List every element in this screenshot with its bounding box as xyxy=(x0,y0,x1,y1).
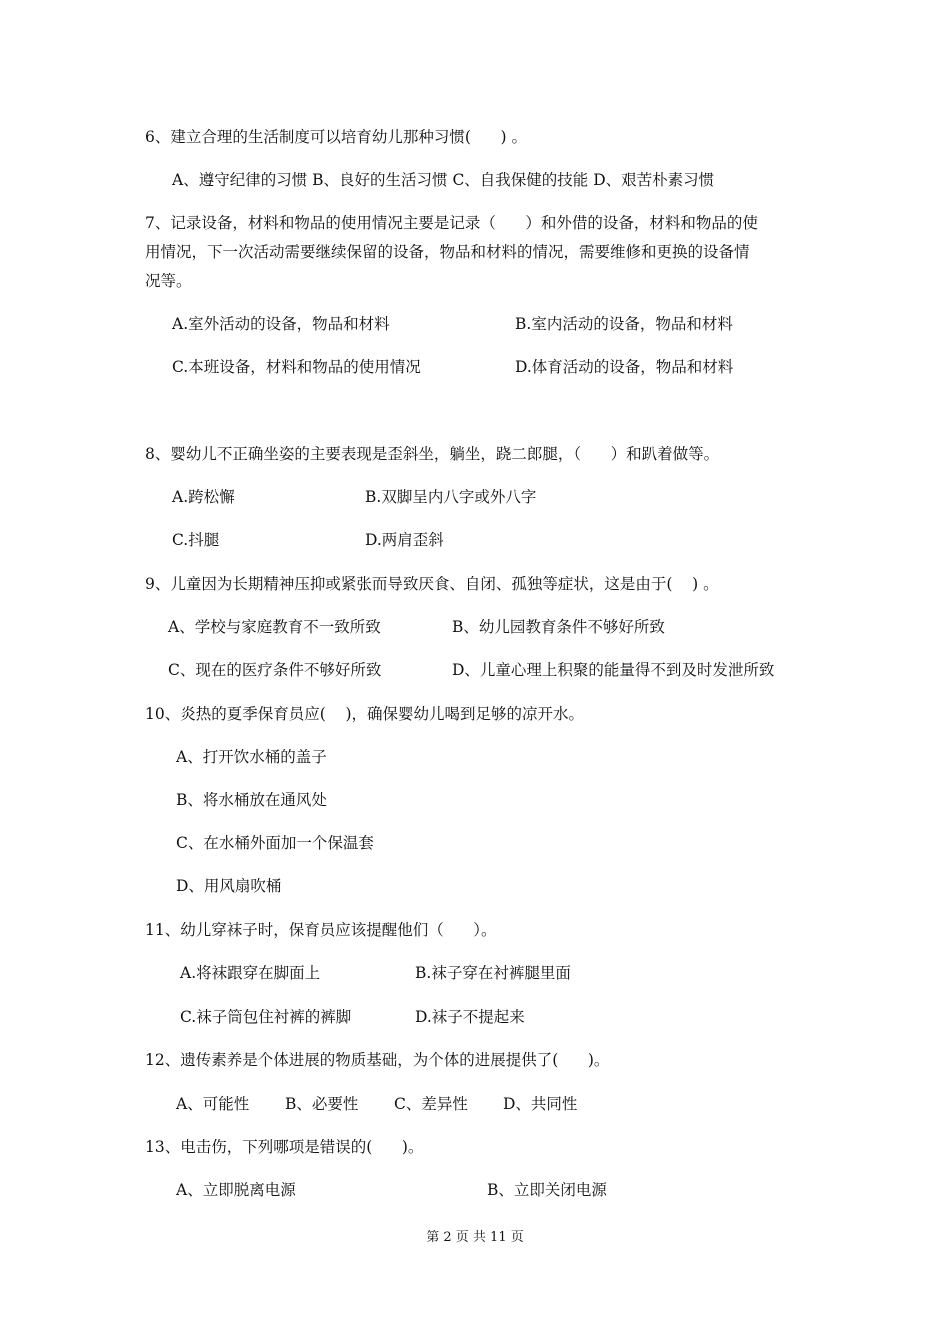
page-number-footer: 第 2 页 共 11 页 xyxy=(426,1230,524,1245)
question-7-option-c: C.本班设备，材料和物品的使用情况 xyxy=(172,358,421,376)
question-12-option-a: A、可能性 xyxy=(176,1095,250,1113)
question-12-stem: 12、遗传素养是个体进展的物质基础，为个体的进展提供了( )。 xyxy=(145,1051,610,1069)
question-8-option-c: C.抖腿 xyxy=(172,531,220,549)
question-8-option-a: A.跨松懈 xyxy=(172,488,235,506)
question-7-option-b: B.室内活动的设备，物品和材料 xyxy=(515,315,733,333)
question-8-option-d: D.两肩歪斜 xyxy=(365,531,444,549)
question-6-stem: 6、建立合理的生活制度可以培育幼儿那种习惯( ) 。 xyxy=(145,128,527,146)
question-10-option-c: C、在水桶外面加一个保温套 xyxy=(176,834,374,852)
question-11-option-a: A.将袜跟穿在脚面上 xyxy=(180,964,321,982)
question-11-option-b: B.袜子穿在衬裤腿里面 xyxy=(415,964,571,982)
question-13-option-a: A、立即脱离电源 xyxy=(176,1181,296,1199)
question-7-option-a: A.室外活动的设备，物品和材料 xyxy=(172,315,390,333)
question-9-option-c: C、现在的医疗条件不够好所致 xyxy=(168,661,382,679)
question-9-stem: 9、儿童因为长期精神压抑或紧张而导致厌食、自闭、孤独等症状，这是由于( ) 。 xyxy=(145,575,719,593)
question-9-option-b: B、幼儿园教育条件不够好所致 xyxy=(452,618,665,636)
question-12-option-d: D、共同性 xyxy=(503,1095,578,1113)
question-11-option-c: C.袜子筒包住衬裤的裤脚 xyxy=(180,1008,352,1026)
question-7-stem-line-2: 用情况，下一次活动需要继续保留的设备，物品和材料的情况，需要维修和更换的设备情 xyxy=(145,243,750,261)
question-10-option-d: D、用风扇吹桶 xyxy=(176,877,282,895)
question-12-option-c: C、差异性 xyxy=(394,1095,468,1113)
question-6-options: A、遵守纪律的习惯 B、良好的生活习惯 C、自我保健的技能 D、艰苦朴素习惯 xyxy=(172,171,715,189)
question-12-option-b: B、必要性 xyxy=(285,1095,359,1113)
question-13-option-b: B、立即关闭电源 xyxy=(487,1181,607,1199)
question-7-stem-line-1: 7、记录设备，材料和物品的使用情况主要是记录（ ）和外借的设备，材料和物品的使 xyxy=(145,214,758,232)
question-10-option-b: B、将水桶放在通风处 xyxy=(176,791,327,809)
question-7-option-d: D.体育活动的设备，物品和材料 xyxy=(515,358,734,376)
question-8-stem: 8、婴幼儿不正确坐姿的主要表现是歪斜坐，躺坐，跷二郎腿，（ ）和趴着做等。 xyxy=(145,445,720,463)
question-9-option-d: D、儿童心理上积聚的能量得不到及时发泄所致 xyxy=(452,661,775,679)
question-11-stem: 11、幼儿穿袜子时，保育员应该提醒他们（ ）。 xyxy=(145,921,497,939)
question-7-stem-line-3: 况等。 xyxy=(145,272,192,290)
question-13-stem: 13、电击伤，下列哪项是错误的( )。 xyxy=(145,1138,424,1156)
question-10-stem: 10、炎热的夏季保育员应( )，确保婴幼儿喝到足够的凉开水。 xyxy=(145,705,585,723)
question-9-option-a: A、学校与家庭教育不一致所致 xyxy=(168,618,381,636)
question-8-option-b: B.双脚呈内八字或外八字 xyxy=(365,488,537,506)
question-11-option-d: D.袜子不提起来 xyxy=(415,1008,525,1026)
question-10-option-a: A、打开饮水桶的盖子 xyxy=(176,748,327,766)
